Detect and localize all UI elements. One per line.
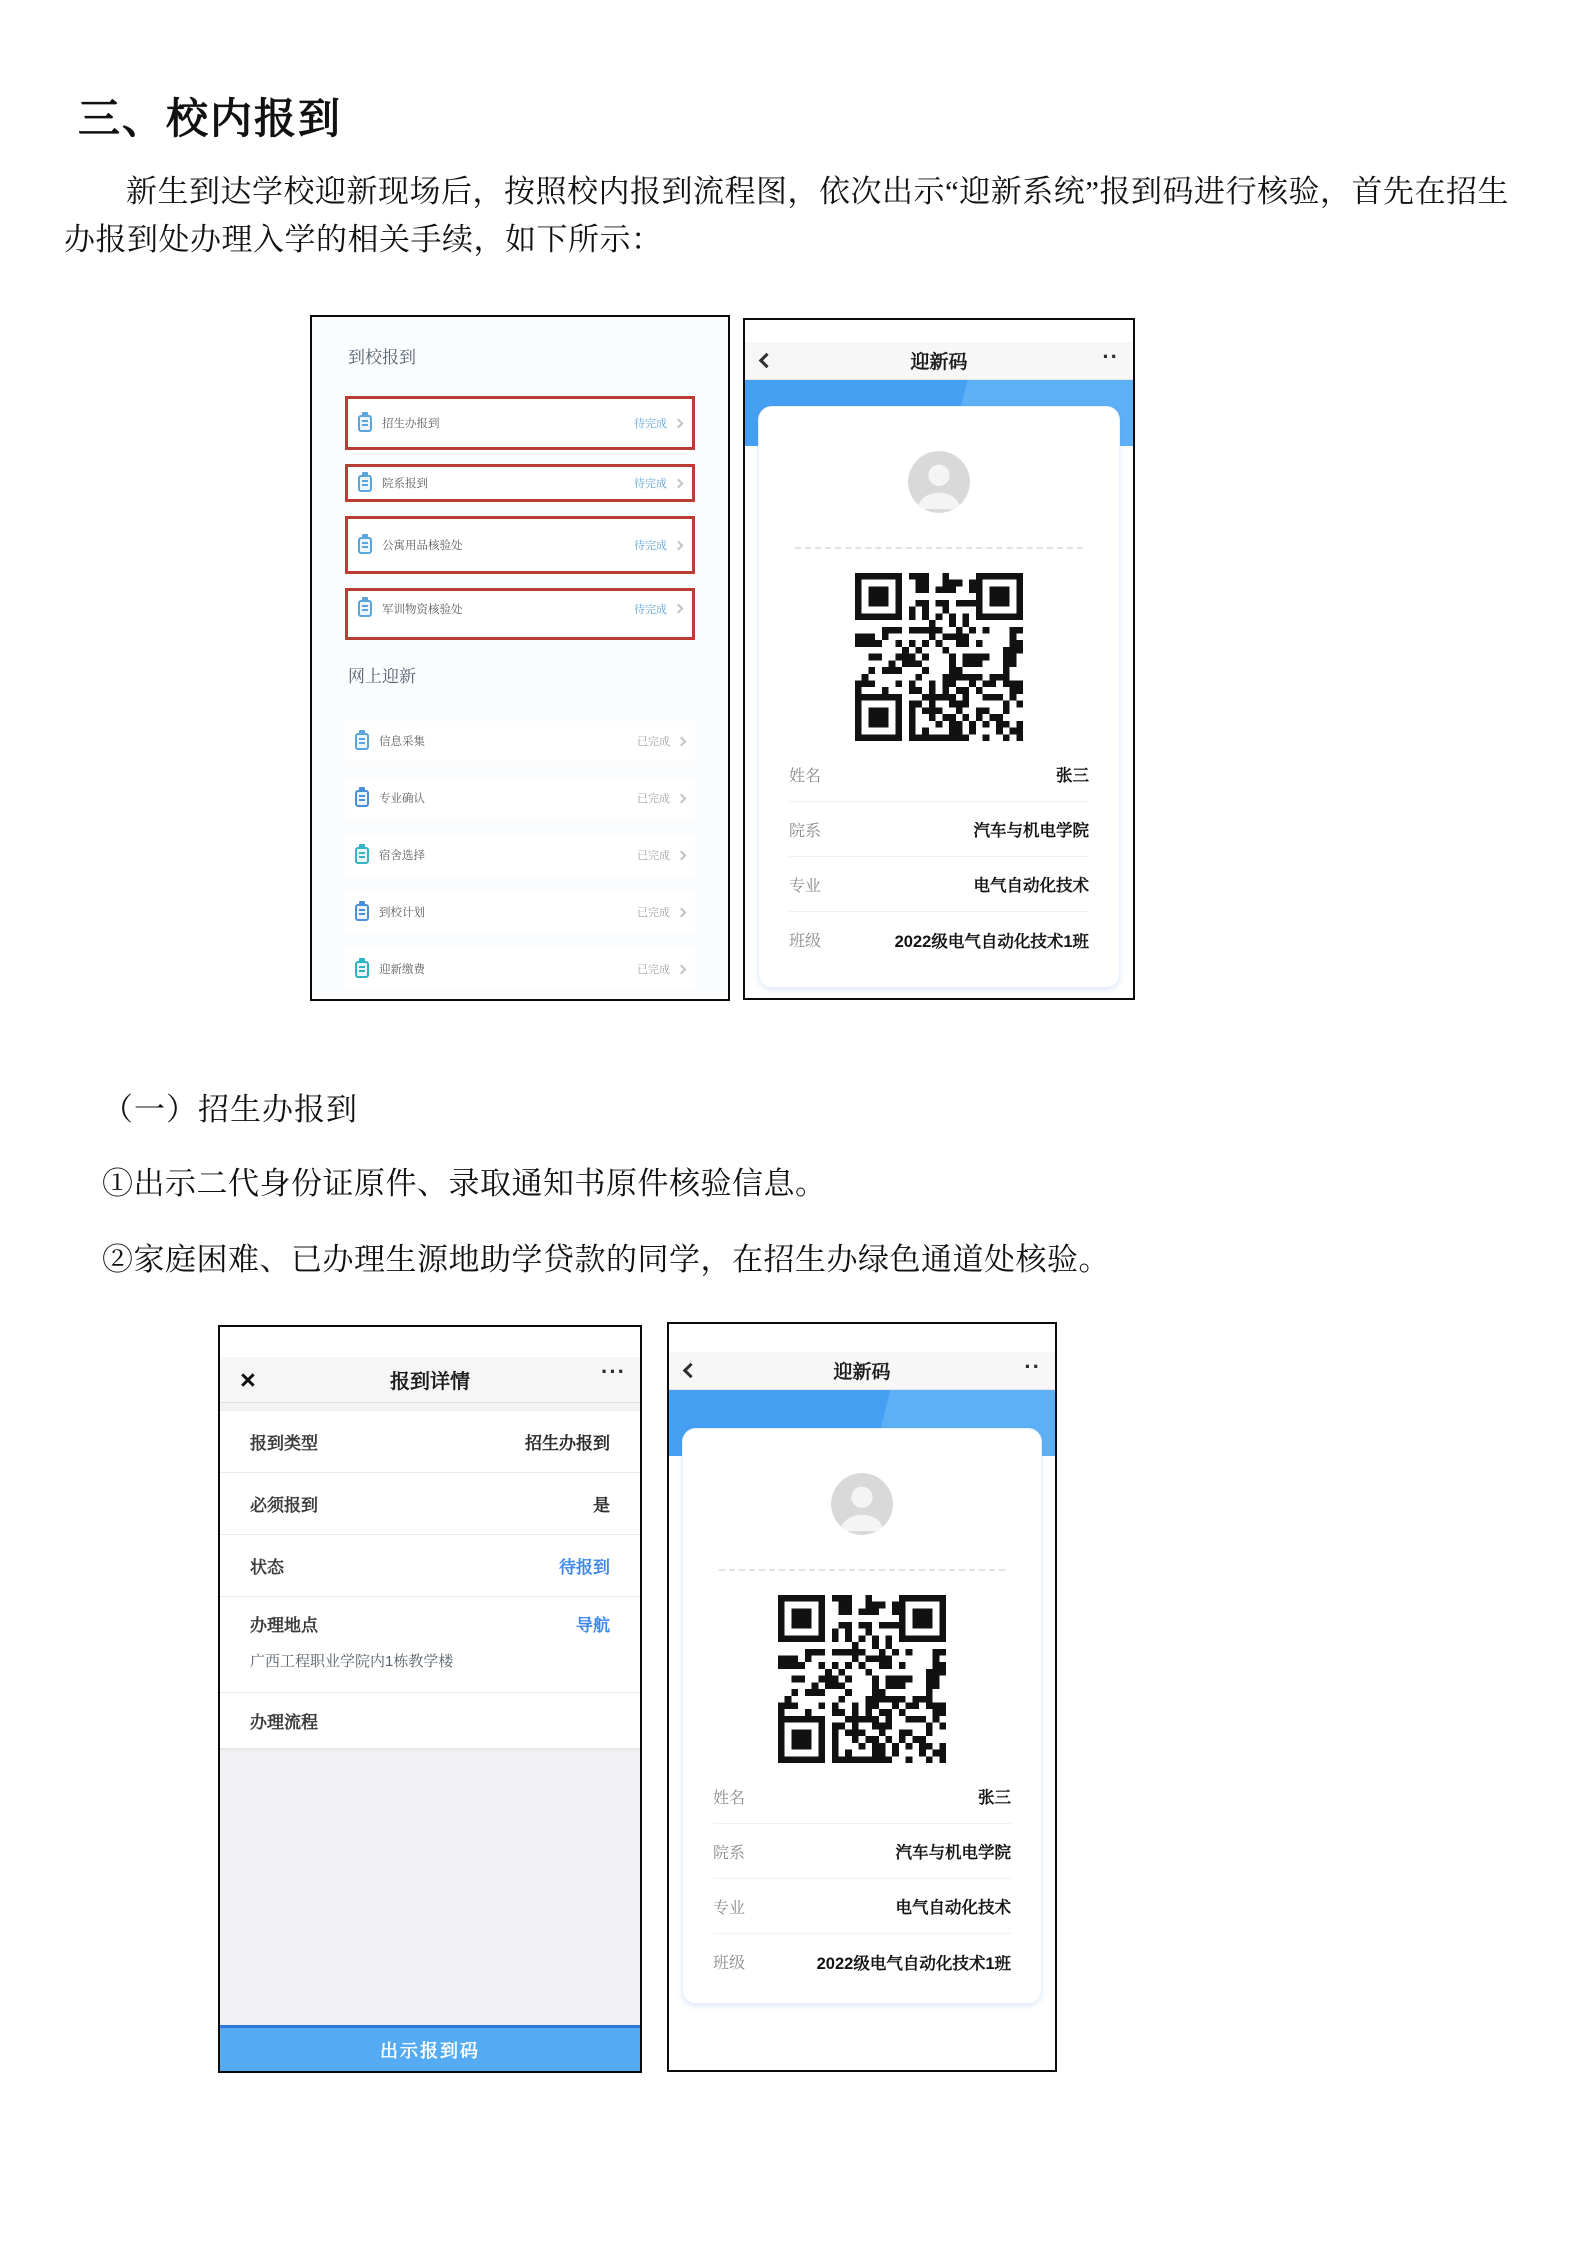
list-item-dorm-select[interactable] [345,835,695,875]
address-text: 广西工程职业学院内1栋教学楼 [250,1653,454,1670]
chevron-right-icon [674,540,684,550]
chevron-right-icon [674,418,684,428]
row-label: 状态 [250,1558,284,1577]
detail-row-process [220,1693,640,1749]
field-value: 张三 [1056,767,1089,785]
field-row-department [713,1824,1011,1879]
chevron-right-icon [677,736,687,746]
row-label: 必须报到 [250,1496,318,1515]
item-status: 已完成 [637,964,670,976]
section-title-arrival: 到校报到 [348,348,416,367]
more-menu-icon[interactable]: ·· [1024,1354,1041,1379]
document-icon [355,790,369,807]
item-label: 招生办报到 [382,418,440,430]
field-label: 姓名 [713,1789,746,1807]
field-label: 专业 [789,877,822,895]
chevron-right-icon [677,964,687,974]
field-value: 张三 [978,1789,1011,1807]
point-2: ②家庭困难、已办理生源地助学贷款的同学，在招生办绿色通道处核验。 [102,1242,1110,1277]
point-1: ①出示二代身份证原件、录取通知书原件核验信息。 [102,1166,827,1201]
field-row-class [789,912,1089,967]
detail-row-location [220,1597,640,1693]
clipboard-icon [358,537,372,554]
welcome-code-screenshot-top [743,318,1135,1000]
status-bar-space [745,320,1133,342]
field-row-major [713,1879,1011,1934]
dashed-divider [795,547,1083,549]
field-row-name [789,747,1089,802]
field-row-department [789,802,1089,857]
field-value: 汽车与机电学院 [895,1844,1011,1862]
page-title: 迎新码 [910,352,968,373]
list-item-dorm-supplies[interactable] [358,537,682,554]
item-status: 已完成 [637,736,670,748]
clipboard-icon [358,600,372,617]
qr-code [855,573,1023,741]
nav-bar [220,1357,640,1403]
field-row-class [713,1934,1011,1989]
section-heading: 三、校内报到 [78,97,343,143]
field-row-major [789,857,1089,912]
list-item-arrival-plan[interactable] [345,892,695,932]
status-bar-space [220,1327,640,1357]
sub-heading: （一）招生办报到 [102,1092,358,1127]
list-item-department-checkin[interactable] [358,475,682,492]
status-bar-space [669,1324,1055,1352]
item-label: 院系报到 [382,478,428,490]
checkin-detail-screenshot [218,1325,642,2073]
qr-code [778,1595,946,1763]
avatar [908,451,970,513]
field-value: 电气自动化技术 [895,1899,1011,1917]
detail-row-type [220,1411,640,1473]
chevron-right-icon [674,604,684,614]
item-label: 迎新缴费 [379,964,425,976]
item-label: 信息采集 [379,736,425,748]
avatar [831,1473,893,1535]
empty-area [220,1749,640,2025]
close-icon[interactable]: × [240,1365,256,1395]
list-item-info-collect[interactable] [345,721,695,761]
item-status: 待完成 [634,478,667,490]
field-value: 2022级电气自动化技术1班 [894,932,1089,951]
field-label: 院系 [789,822,822,840]
back-icon[interactable] [759,353,775,369]
item-label: 公寓用品核验处 [382,540,463,552]
clipboard-icon [358,475,372,492]
field-label: 院系 [713,1844,746,1862]
card-icon [355,961,369,978]
row-label: 办理流程 [250,1713,318,1732]
list-item-payment[interactable] [345,949,695,989]
nav-bar [745,342,1133,380]
chevron-right-icon [677,793,687,803]
nav-bar [669,1352,1055,1390]
field-label: 姓名 [789,767,822,785]
detail-row-required [220,1473,640,1535]
item-status: 已完成 [637,907,670,919]
calendar-icon [355,904,369,921]
list-item-major-confirm[interactable] [345,778,695,818]
item-status: 待完成 [634,418,667,430]
list-item-admissions-checkin[interactable] [358,415,682,432]
item-status: 已完成 [637,793,670,805]
section-title-online: 网上迎新 [348,667,416,686]
folder-icon [355,733,369,750]
welcome-code-screenshot-bottom [667,1322,1057,2072]
status-badge: 待报到 [559,1558,610,1577]
item-label: 军训物资核验处 [382,603,463,616]
back-icon[interactable] [683,1363,699,1379]
profile-card [758,406,1120,988]
row-value: 招生办报到 [525,1434,610,1453]
item-status: 待完成 [634,540,667,552]
annotation-box [345,396,695,450]
item-label: 专业确认 [379,793,425,805]
document-icon [355,847,369,864]
item-label: 宿舍选择 [379,850,425,862]
item-status: 已完成 [637,850,670,862]
field-value: 汽车与机电学院 [973,822,1089,840]
checkin-list-screenshot [310,315,730,1001]
detail-row-status [220,1535,640,1597]
dashed-divider [719,1569,1005,1571]
chevron-right-icon [674,478,684,488]
chevron-right-icon [677,907,687,917]
row-value: 是 [593,1496,610,1515]
clipboard-icon [358,415,372,432]
chevron-right-icon [677,850,687,860]
item-status: 待完成 [634,603,667,616]
field-row-name [713,1769,1011,1824]
more-menu-icon[interactable]: ·· [1102,344,1119,369]
divider [220,1403,640,1411]
page-title: 迎新码 [833,1362,891,1383]
annotation-box [345,588,695,640]
annotation-box [345,516,695,574]
list-item-military-supplies[interactable] [358,600,682,617]
row-label: 办理地点 [250,1616,318,1635]
more-menu-icon[interactable]: ··· [601,1359,626,1384]
field-label: 班级 [713,1955,746,1972]
intro-paragraph: 新生到达学校迎新现场后，按照校内报到流程图，依次出示“迎新系统”报到码进行核验，首先在招生办报到处办理入学的相关手续，如下所示： [64,174,1510,257]
navigate-link[interactable]: 导航 [576,1616,610,1635]
profile-card [682,1428,1042,2004]
field-label: 专业 [713,1899,746,1917]
page-title: 报到详情 [390,1371,470,1393]
show-code-button[interactable]: 出示报到码 [220,2025,640,2071]
annotation-box [345,464,695,502]
field-value: 2022级电气自动化技术1班 [816,1954,1011,1973]
field-value: 电气自动化技术 [973,877,1089,895]
row-label: 报到类型 [250,1434,318,1453]
field-label: 班级 [789,933,822,950]
item-label: 到校计划 [379,907,425,919]
